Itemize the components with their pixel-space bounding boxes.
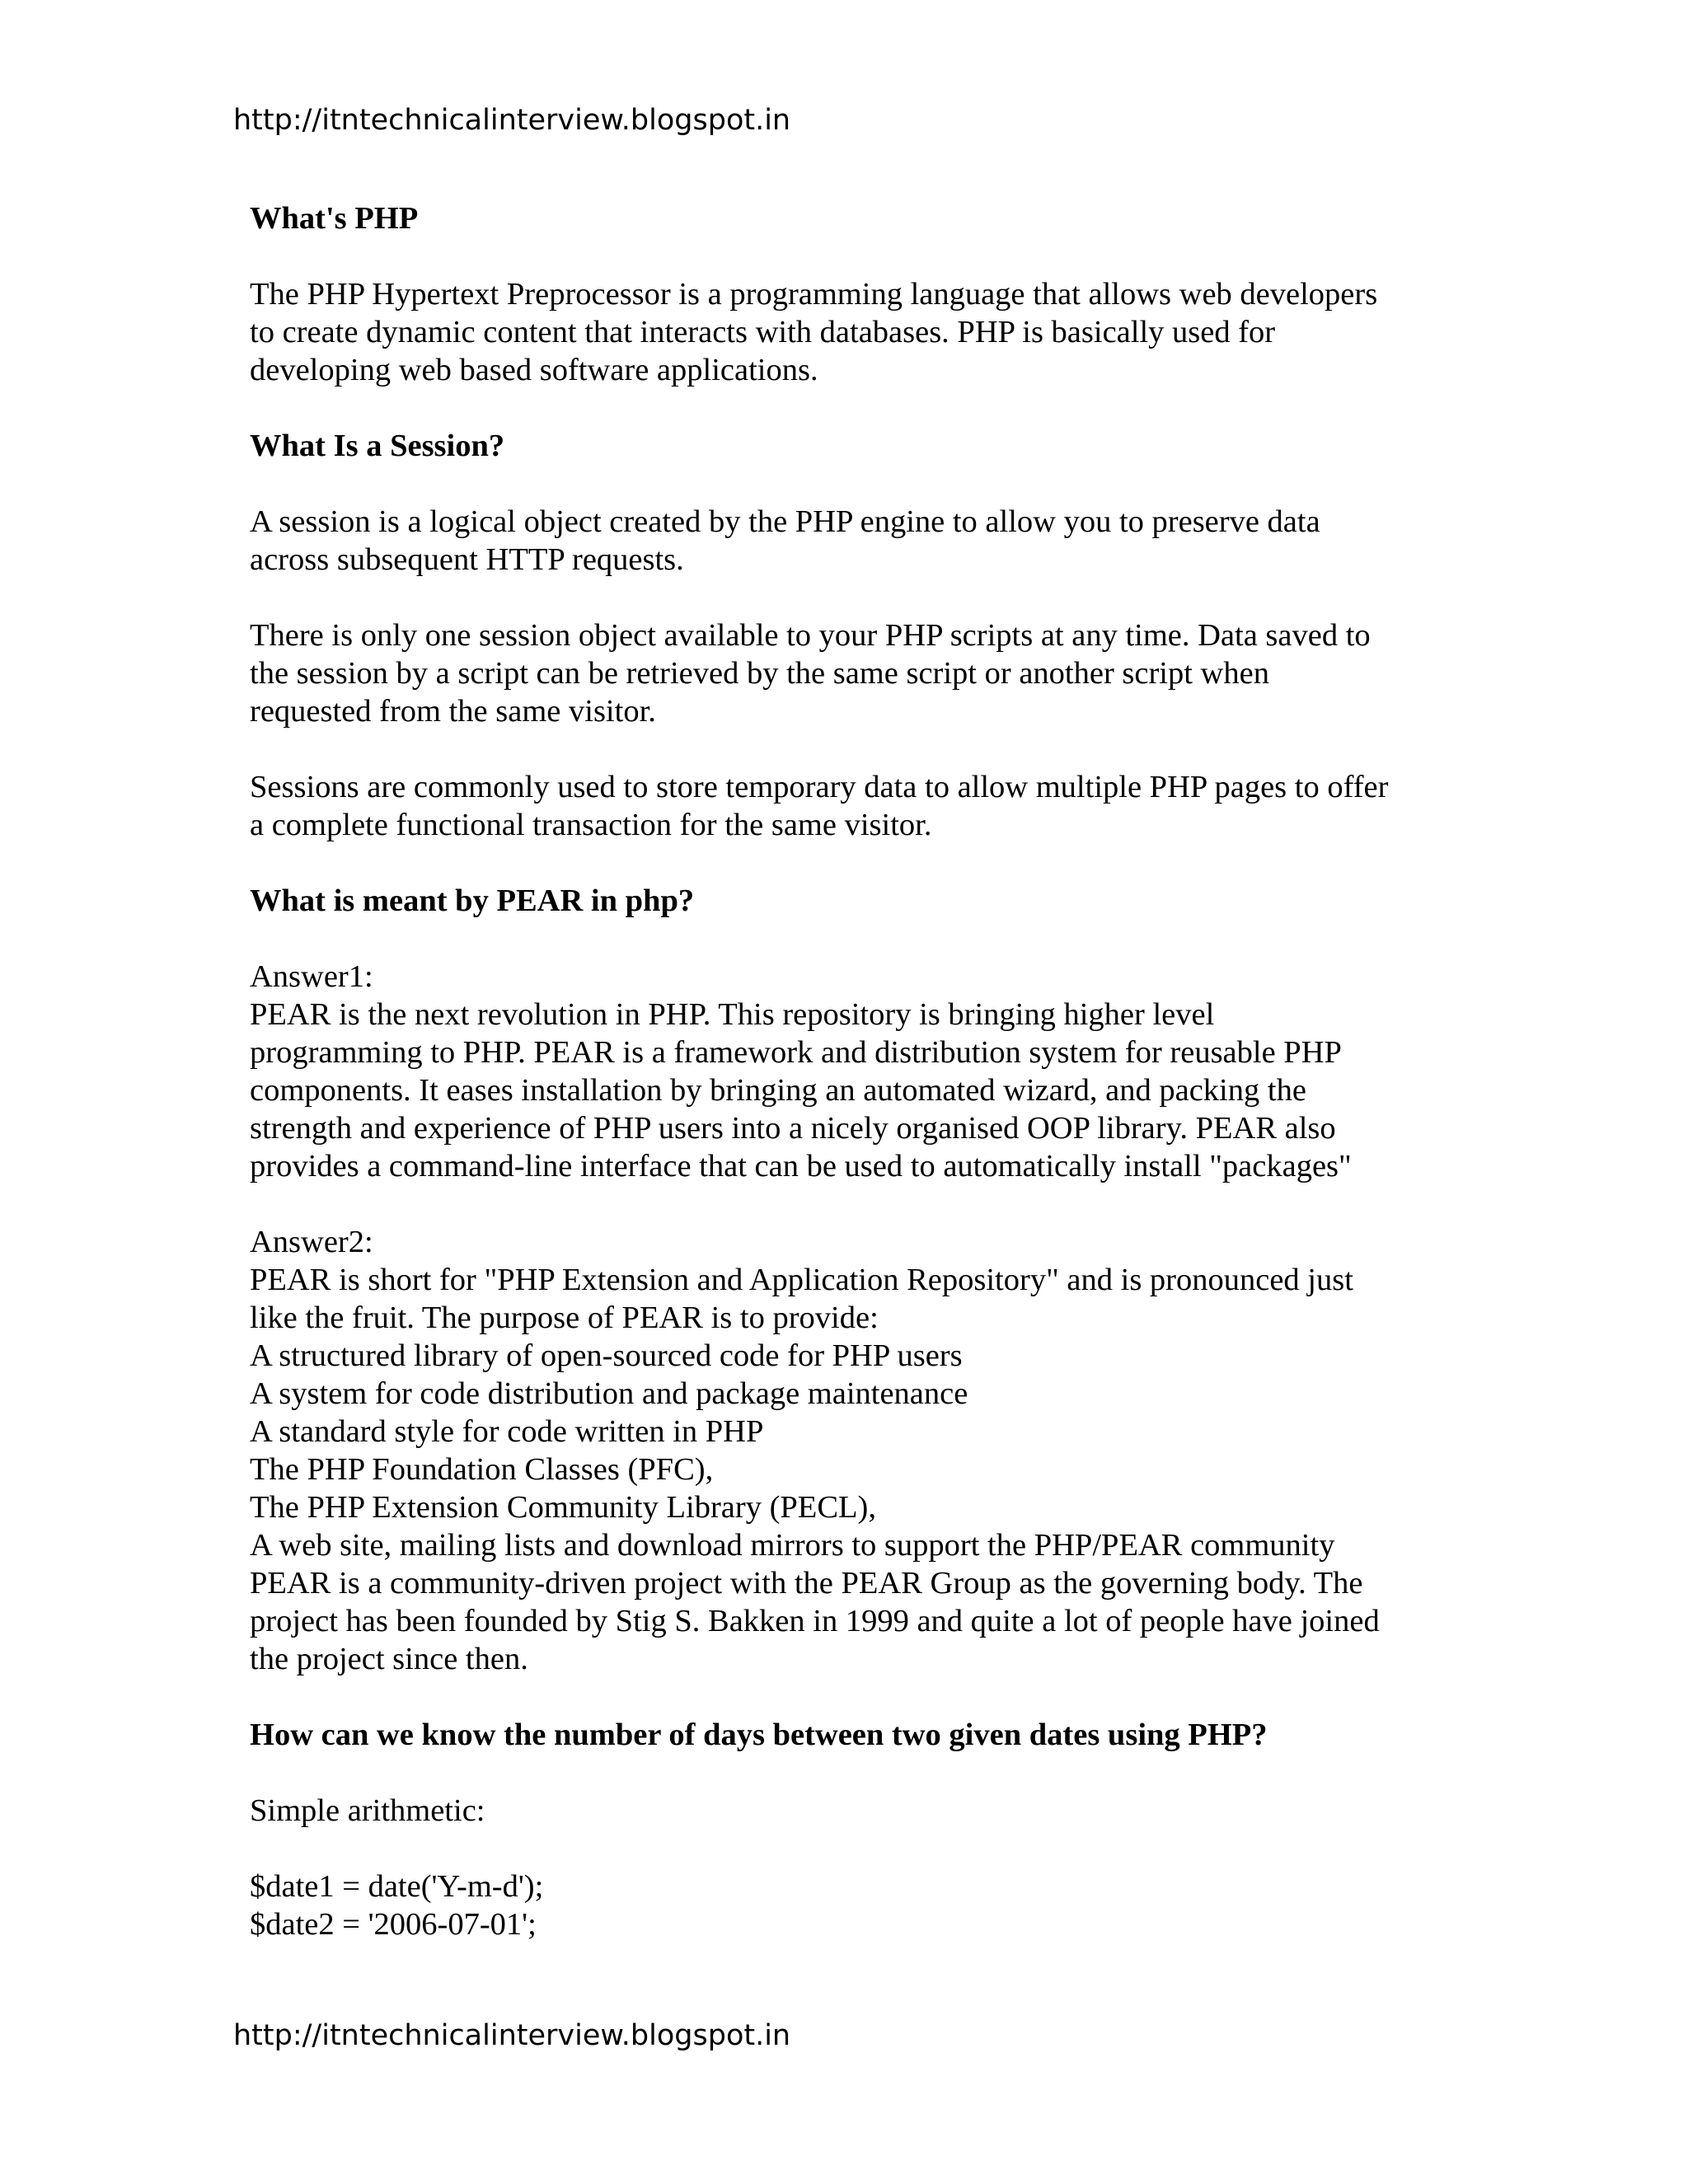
text-line: A system for code distribution and package maintenance xyxy=(250,1376,968,1411)
text-line: like the fruit. The purpose of PEAR is to provide: xyxy=(250,1301,879,1335)
text-line: There is only one session object available to your PHP scripts at any time. Data saved to xyxy=(250,618,1371,653)
text-line: developing web based software applications. xyxy=(250,353,818,387)
text-line: A web site, mailing lists and download mirrors to support the PHP/PEAR community xyxy=(250,1528,1335,1563)
text-line: The PHP Hypertext Preprocessor is a programming language that allows web developers xyxy=(250,277,1378,312)
text-line: components. It eases installation by bringing an automated wizard, and packing the xyxy=(250,1073,1306,1108)
paragraph-pear-answer1 xyxy=(250,958,1461,1185)
text-line: Answer1: xyxy=(250,959,373,994)
paragraph-days-intro xyxy=(250,1792,1461,1830)
paragraph-session-3 xyxy=(250,768,1461,844)
text-line: Answer2: xyxy=(250,1225,373,1259)
text-line: The PHP Foundation Classes (PFC), xyxy=(250,1452,714,1487)
text-line: project has been founded by Stig S. Bakken in 1999 and quite a lot of people have joined xyxy=(250,1604,1380,1638)
paragraph-session-1 xyxy=(250,503,1461,579)
footer-url: http://itntechnicalinterview.blogspot.in xyxy=(233,2019,791,2052)
text-line: a complete functional transaction for the same visitor. xyxy=(250,808,932,842)
text-line: PEAR is the next revolution in PHP. This repository is bringing higher level xyxy=(250,997,1215,1032)
text-line: A session is a logical object created by the PHP engine to allow you to preserve data xyxy=(250,504,1320,539)
text-line: requested from the same visitor. xyxy=(250,694,656,729)
heading-what-is-session: What Is a Session? xyxy=(250,429,505,463)
heading-days-between-dates: How can we know the number of days between two given dates using PHP? xyxy=(250,1718,1268,1752)
text-line: to create dynamic content that interacts with databases. PHP is basically used for xyxy=(250,315,1276,349)
paragraph-session-2 xyxy=(250,616,1461,730)
code-snippet xyxy=(250,1868,1461,1943)
document-body xyxy=(250,199,1461,1943)
header-url: http://itntechnicalinterview.blogspot.in xyxy=(233,104,791,137)
code-line: $date2 = '2006-07-01'; xyxy=(250,1907,537,1942)
text-line: Sessions are commonly used to store temporary data to allow multiple PHP pages to offer xyxy=(250,770,1389,804)
text-line: strength and experience of PHP users into a nicely organised OOP library. PEAR also xyxy=(250,1111,1336,1146)
text-line: The PHP Extension Community Library (PECL), xyxy=(250,1490,876,1525)
text-line: A standard style for code written in PHP xyxy=(250,1414,764,1449)
heading-pear: What is meant by PEAR in php? xyxy=(250,883,695,918)
text-line: provides a command-line interface that can be used to automatically install "packages" xyxy=(250,1149,1352,1183)
text-line: PEAR is short for "PHP Extension and Application Repository" and is pronounced just xyxy=(250,1263,1353,1297)
text-line: Simple arithmetic: xyxy=(250,1793,485,1828)
code-line: $date1 = date('Y-m-d'); xyxy=(250,1869,544,1904)
paragraph-php-definition xyxy=(250,275,1461,389)
paragraph-pear-answer2 xyxy=(250,1223,1461,1678)
text-line: programming to PHP. PEAR is a framework and distribution system for reusable PHP xyxy=(250,1035,1342,1070)
text-line: across subsequent HTTP requests. xyxy=(250,542,684,577)
heading-whats-php: What's PHP xyxy=(250,201,419,236)
text-line: PEAR is a community-driven project with the PEAR Group as the governing body. The xyxy=(250,1566,1363,1601)
text-line: the project since then. xyxy=(250,1642,528,1676)
text-line: the session by a script can be retrieved by the same script or another script when xyxy=(250,656,1269,691)
text-line: A structured library of open-sourced code for PHP users xyxy=(250,1338,963,1373)
